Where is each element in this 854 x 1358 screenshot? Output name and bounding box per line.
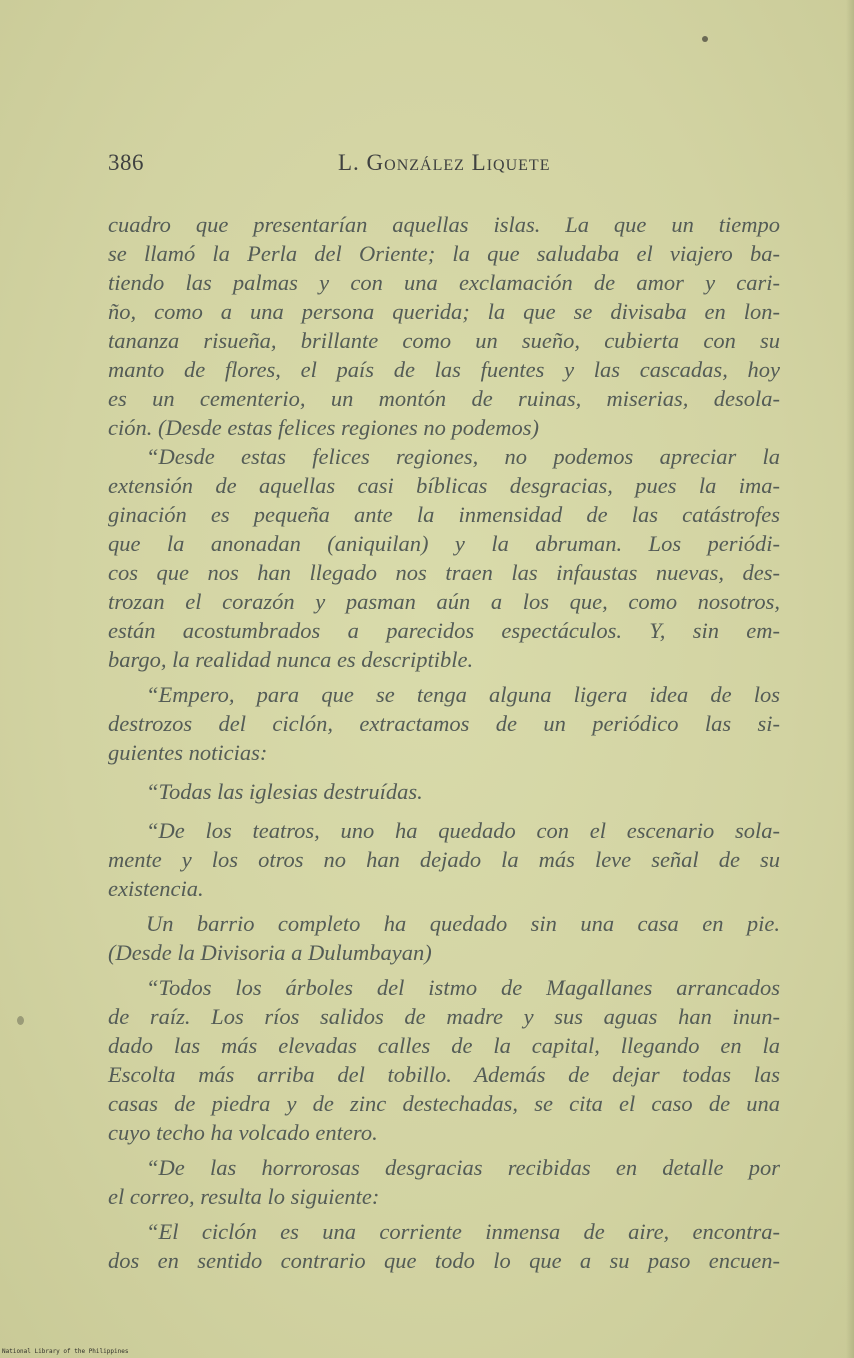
text-line: ño, como a una persona querida; la que se divisaba en lon- [108,299,780,324]
ink-speck [702,36,708,42]
text-line: destrozos del ciclón, extractamos de un periódico las si- [108,711,780,736]
text-line: dado las más elevadas calles de la capital, llegando en la [108,1033,780,1058]
text-line: guientes noticias: [108,740,268,765]
text-line: “Todos los árboles del istmo de Magallanes arrancados [146,975,780,1000]
text-line: mente y los otros no han dejado la más leve señal de su [108,847,780,872]
text-line: trozan el corazón y pasman aún a los que, como nosotros, [108,589,780,614]
text-line: cos que nos han llegado nos traen las infaustas nuevas, des- [108,560,780,585]
text-line: dos en sentido contrario que todo lo que a su paso encuen- [108,1248,780,1273]
text-line: extensión de aquellas casi bíblicas desgracias, pues la ima- [108,473,780,498]
text-line: “De los teatros, uno ha quedado con el escenario sola- [146,818,780,843]
text-line: tiendo las palmas y con una exclamación de amor y cari- [108,270,780,295]
text-line: bargo, la realidad nunca es descriptible. [108,647,474,672]
text-line: están acostumbrados a parecidos espectáculos. Y, sin em- [108,618,780,643]
text-line: (Desde la Divisoria a Dulumbayan) [108,940,432,965]
text-line: Un barrio completo ha quedado sin una casa en pie. [146,911,780,936]
text-line: de raíz. Los ríos salidos de madre y sus aguas han inun- [108,1004,780,1029]
text-line: “Empero, para que se tenga alguna ligera idea de los [146,682,780,707]
page-number: 386 [108,150,144,175]
page-header [108,150,778,186]
text-line: “Desde estas felices regiones, no podemos apreciar la [146,444,780,469]
text-line: casas de piedra y de zinc destechadas, se cita el caso de una [108,1091,780,1116]
text-line: manto de flores, el país de las fuentes y las cascadas, hoy [108,357,780,382]
text-line: el correo, resulta lo siguiente: [108,1184,380,1209]
text-line: es un cementerio, un montón de ruinas, miserias, desola- [108,386,780,411]
text-line: que la anonadan (aniquilan) y la abruman. Los periódi- [108,531,780,556]
text-line: “Todas las iglesias destruídas. [146,779,423,804]
text-line: “El ciclón es una corriente inmensa de aire, encontra- [146,1219,780,1244]
running-head: L. González Liquete [338,150,551,175]
page-edge-shadow [846,0,854,1358]
paper-stain [17,1016,24,1025]
text-line: “De las horrorosas desgracias recibidas en detalle por [146,1155,780,1180]
text-line: Escolta más arriba del tobillo. Además de dejar todas las [108,1062,780,1087]
text-line: cuyo techo ha volcado entero. [108,1120,378,1145]
body-text [108,210,780,1275]
text-line: tananza risueña, brillante como un sueño, cubierta con su [108,328,780,353]
text-line: cuadro que presentarían aquellas islas. La que un tiempo [108,212,780,237]
text-line: ginación es pequeña ante la inmensidad de las catástrofes [108,502,780,527]
text-line: ción. (Desde estas felices regiones no podemos) [108,415,539,440]
text-line: se llamó la Perla del Oriente; la que saludaba el viajero ba- [108,241,780,266]
text-line: existencia. [108,876,204,901]
footer-credit: National Library of the Philippines [2,1348,129,1355]
